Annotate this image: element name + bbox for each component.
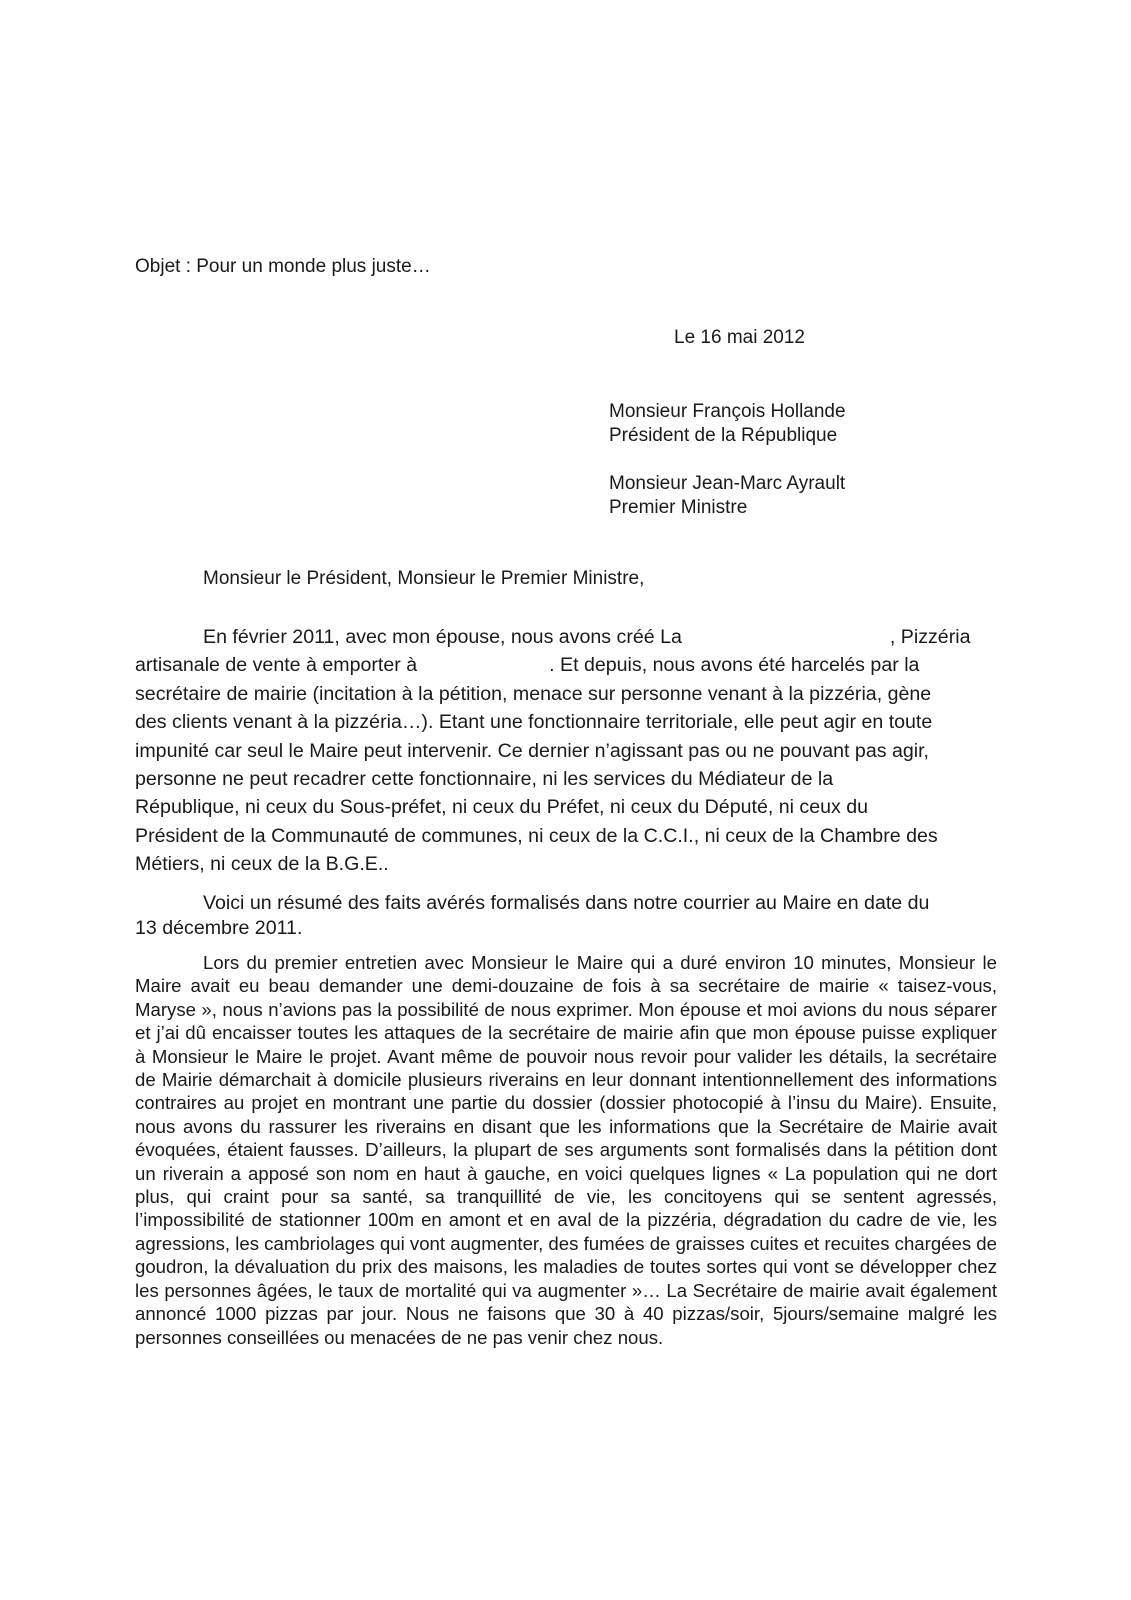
paragraph-facts: Lors du premier entretien avec Monsieur le Maire qui a duré environ 10 minutes, Monsieur le Maire avait eu beau demander une demi-douzaine de fois à sa secrétaire de mairie « taisez-vous, Maryse », nous n’avions pas la possibilité de nous exprimer. Mon épouse et moi avions du nous séparer et j’ai dû encaisser toutes les attaques de la secrétaire de mairie afin que mon épouse puisse expliquer à Monsieur le Maire le projet. Avant même de pouvoir nous revoir pour valider les détails, la secrétaire de Mairie démarchait à domicile plusieurs riverains en leur donnant intentionnellement des informations contraires au projet en montrant une partie du dossier (dossier photocopié à l’insu du Maire). Ensuite, nous avons du rassurer les riverains en disant que les informations que la Secrétaire de Mairie avait évoquées, étaient fausses. D’ailleurs, la plupart de ses arguments sont formalisés dans la pétition dont un riverain a apposé son nom en haut à gauche, en voici quelques lignes « La population qui ne dort plus, qui craint pour sa santé, sa tranquillité de vie, les concitoyens qui se sentent agressés, l’impossibilité de stationner 100m en amont et en aval de la pizzéria, dégradation du cadre de vie, les agressions, les cambriolages qui vont augmenter, des fumées de graisses cuites et recuites chargées de goudron, la dévaluation du prix des maisons, les maladies de toutes sortes qui vont se développer chez les personnes âgées, le taux de mortalité qui va augmenter »… La Secrétaire de mairie avait également annoncé 1000 pizzas par jour. Nous ne faisons que 30 à 40 pizzas/soir, 5jours/semaine malgré les personnes conseillées ou menacées de ne pas venir chez nous.: [135, 952, 997, 1348]
text-segment: Voici un résumé des faits avérés formalisés dans notre courrier au Maire en date du: [203, 892, 930, 914]
letter-date: Le 16 mai 2012: [674, 327, 805, 348]
paragraph-intro: [135, 623, 995, 879]
paragraph-line: [135, 651, 995, 679]
paragraph-line: secrétaire de mairie (incitation à la pétition, menace sur personne venant à la pizzéria, gène: [135, 682, 932, 705]
paragraph-line: [135, 623, 995, 651]
paragraph-summary: [135, 891, 995, 941]
recipient-president: [609, 400, 846, 448]
paragraph-line: [135, 891, 995, 916]
paragraph-line: 13 décembre 2011.: [135, 917, 303, 939]
recipient-title: Premier Ministre: [609, 497, 748, 518]
letter-subject: Objet : Pour un monde plus juste…: [135, 256, 431, 277]
recipient-name: Monsieur François Hollande: [609, 401, 846, 422]
paragraph-line: des clients venant à la pizzéria…). Etant une fonctionnaire territoriale, elle peut agir en toute: [135, 711, 933, 734]
recipient-prime-minister: [609, 472, 846, 520]
paragraph-line: République, ni ceux du Sous-préfet, ni ceux du Préfet, ni ceux du Député, ni ceux du: [135, 796, 869, 819]
paragraph-line: Métiers, ni ceux de la B.G.E..: [135, 853, 389, 876]
salutation: Monsieur le Président, Monsieur le Premier Ministre,: [203, 568, 645, 589]
text-segment: , Pizzéria: [889, 626, 971, 648]
paragraph-line: impunité car seul le Maire peut intervenir. Ce dernier n’agissant pas ou ne pouvant pas agir,: [135, 739, 930, 762]
text-segment: artisanale de vente à emporter à: [135, 654, 418, 677]
text-segment: . Et depuis, nous avons été harcelés par la: [549, 654, 920, 677]
text-segment: En février 2011, avec mon épouse, nous avons créé La: [203, 626, 682, 648]
recipients-block: [609, 400, 846, 544]
paragraph-line: Président de la Communauté de communes, ni ceux de la C.C.I., ni ceux de la Chambre des: [135, 824, 938, 847]
paragraph-line: personne ne peut recadrer cette fonctionnaire, ni les services du Médiateur de la: [135, 768, 834, 791]
recipient-title: Président de la République: [609, 425, 838, 446]
recipient-name: Monsieur Jean-Marc Ayrault: [609, 473, 846, 494]
